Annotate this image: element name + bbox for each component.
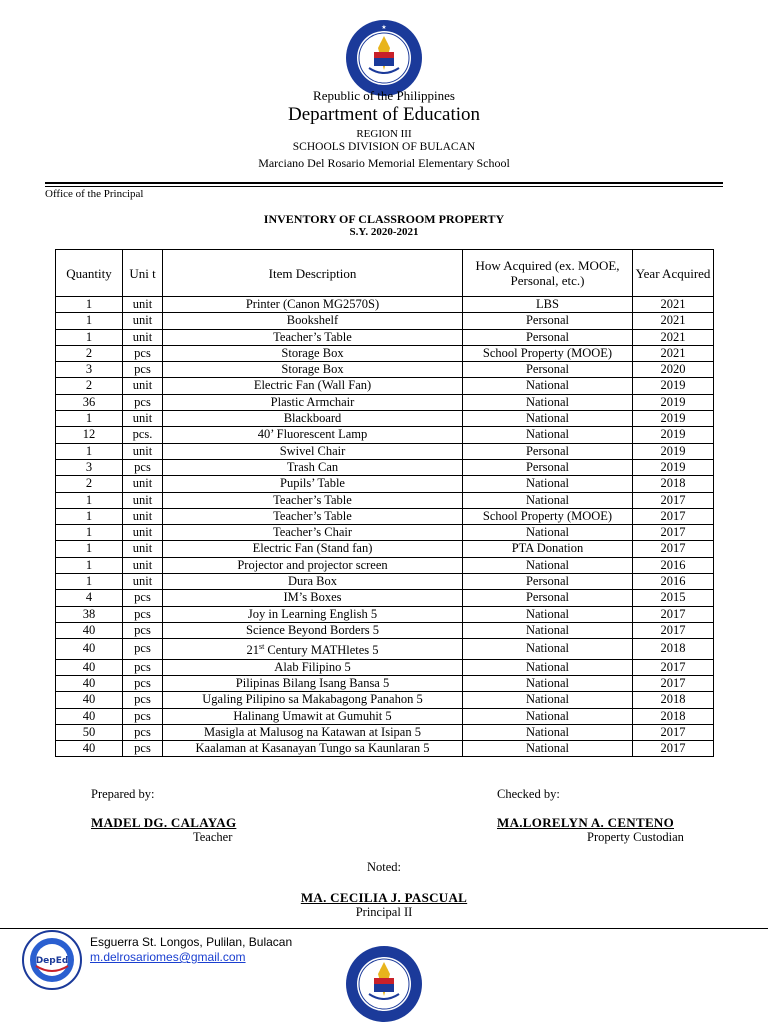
- table-row: [56, 443, 714, 459]
- table-row: [56, 557, 714, 573]
- how-acquired-cell: School Property (MOOE): [463, 508, 633, 524]
- document-title: INVENTORY OF CLASSROOM PROPERTY: [263, 212, 505, 226]
- quantity-cell: 2: [56, 378, 123, 394]
- how-acquired-cell: National: [463, 606, 633, 622]
- unit-cell: pcs: [123, 675, 163, 691]
- how-acquired-cell: Personal: [463, 329, 633, 345]
- unit-cell: unit: [123, 525, 163, 541]
- unit-cell: unit: [123, 541, 163, 557]
- checked-by-label: Checked by:: [497, 787, 560, 801]
- unit-cell: unit: [123, 378, 163, 394]
- quantity-cell: 4: [56, 590, 123, 606]
- how-acquired-cell: National: [463, 639, 633, 659]
- prepared-by-label: Prepared by:: [91, 787, 155, 801]
- year-acquired-cell: 2021: [633, 313, 714, 329]
- table-row: [56, 541, 714, 557]
- item-description-cell: Plastic Armchair: [163, 394, 463, 410]
- quantity-cell: 36: [56, 394, 123, 410]
- quantity-cell: 12: [56, 427, 123, 443]
- table-row: [56, 675, 714, 691]
- item-description-cell: Masigla at Malusog na Katawan at Isipan 5: [163, 724, 463, 740]
- unit-cell: pcs: [123, 394, 163, 410]
- school-logo-text: DepEd: [35, 956, 69, 966]
- year-acquired-cell: 2021: [633, 297, 714, 313]
- quantity-cell: 1: [56, 574, 123, 590]
- unit-cell: pcs.: [123, 427, 163, 443]
- year-acquired-cell: 2018: [633, 476, 714, 492]
- unit-cell: pcs: [123, 362, 163, 378]
- year-acquired-cell: 2018: [633, 708, 714, 724]
- year-acquired-cell: 2016: [633, 557, 714, 573]
- how-acquired-cell: National: [463, 708, 633, 724]
- inventory-table-body: [56, 297, 714, 757]
- quantity-cell: 40: [56, 659, 123, 675]
- col-header-quantity: Quantity: [56, 250, 123, 297]
- item-description-cell: 40’ Fluorescent Lamp: [163, 427, 463, 443]
- table-row: [56, 492, 714, 508]
- year-acquired-cell: 2016: [633, 574, 714, 590]
- table-row: [56, 692, 714, 708]
- table-row: [56, 459, 714, 475]
- table-row: [56, 525, 714, 541]
- item-description-cell: Storage Box: [163, 345, 463, 361]
- quantity-cell: 3: [56, 362, 123, 378]
- item-description-cell: Ugaling Pilipino sa Makabagong Panahon 5: [163, 692, 463, 708]
- item-description-cell: Teacher’s Table: [163, 508, 463, 524]
- unit-cell: pcs: [123, 639, 163, 659]
- division-heading: SCHOOLS DIVISION OF BULACAN: [292, 141, 476, 153]
- item-description-cell: Pupils’ Table: [163, 476, 463, 492]
- unit-cell: pcs: [123, 692, 163, 708]
- quantity-cell: 50: [56, 724, 123, 740]
- year-acquired-cell: 2018: [633, 639, 714, 659]
- how-acquired-cell: LBS: [463, 297, 633, 313]
- how-acquired-cell: National: [463, 724, 633, 740]
- svg-text:★: ★: [381, 24, 387, 31]
- year-acquired-cell: 2017: [633, 606, 714, 622]
- how-acquired-cell: School Property (MOOE): [463, 345, 633, 361]
- table-row: [56, 606, 714, 622]
- footer-divider: [0, 928, 768, 929]
- quantity-cell: 3: [56, 459, 123, 475]
- quantity-cell: 1: [56, 297, 123, 313]
- year-acquired-cell: 2017: [633, 675, 714, 691]
- noted-label: Noted:: [366, 860, 402, 874]
- table-row: [56, 508, 714, 524]
- item-description-cell: IM’s Boxes: [163, 590, 463, 606]
- year-acquired-cell: 2017: [633, 659, 714, 675]
- item-description-cell: Teacher’s Table: [163, 329, 463, 345]
- year-acquired-cell: 2019: [633, 411, 714, 427]
- unit-cell: pcs: [123, 459, 163, 475]
- school-logo: [22, 930, 82, 990]
- table-row: [56, 427, 714, 443]
- how-acquired-cell: National: [463, 378, 633, 394]
- how-acquired-cell: National: [463, 411, 633, 427]
- year-acquired-cell: 2017: [633, 541, 714, 557]
- unit-cell: unit: [123, 508, 163, 524]
- unit-cell: pcs: [123, 708, 163, 724]
- col-header-how-acquired: How Acquired (ex. MOOE, Personal, etc.): [463, 250, 633, 297]
- item-description-cell: Printer (Canon MG2570S): [163, 297, 463, 313]
- item-description-cell: 21st Century MATHletes 5: [163, 639, 463, 659]
- item-description-cell: Trash Can: [163, 459, 463, 475]
- quantity-cell: 1: [56, 329, 123, 345]
- table-row: [56, 378, 714, 394]
- unit-cell: unit: [123, 329, 163, 345]
- office-label: Office of the Principal: [45, 188, 144, 200]
- year-acquired-cell: 2017: [633, 724, 714, 740]
- inventory-table: [55, 249, 714, 757]
- how-acquired-cell: National: [463, 557, 633, 573]
- region-heading: REGION III: [356, 128, 412, 140]
- republic-heading: Republic of the Philippines: [313, 88, 455, 103]
- unit-cell: unit: [123, 297, 163, 313]
- how-acquired-cell: Personal: [463, 313, 633, 329]
- table-row: [56, 411, 714, 427]
- year-acquired-cell: 2019: [633, 378, 714, 394]
- deped-seal-top: [344, 18, 424, 98]
- col-header-unit: Uni t: [123, 250, 163, 297]
- prepared-by-role: Teacher: [193, 830, 233, 844]
- header-divider-thin: [45, 186, 723, 187]
- table-header-row: [56, 250, 714, 297]
- unit-cell: pcs: [123, 659, 163, 675]
- noted-name: MA. CECILIA J. PASCUAL: [300, 890, 468, 905]
- unit-cell: unit: [123, 443, 163, 459]
- unit-cell: unit: [123, 313, 163, 329]
- unit-cell: pcs: [123, 622, 163, 638]
- department-heading: Department of Education: [287, 104, 481, 125]
- quantity-cell: 40: [56, 741, 123, 757]
- year-acquired-cell: 2020: [633, 362, 714, 378]
- table-row: [56, 639, 714, 659]
- table-row: [56, 741, 714, 757]
- unit-cell: pcs: [123, 606, 163, 622]
- year-acquired-cell: 2019: [633, 394, 714, 410]
- how-acquired-cell: National: [463, 659, 633, 675]
- item-description-cell: Dura Box: [163, 574, 463, 590]
- item-description-cell: Science Beyond Borders 5: [163, 622, 463, 638]
- table-row: [56, 345, 714, 361]
- unit-cell: pcs: [123, 345, 163, 361]
- noted-role: Principal II: [355, 905, 413, 919]
- table-row: [56, 394, 714, 410]
- unit-cell: unit: [123, 557, 163, 573]
- col-header-year: Year Acquired: [633, 250, 714, 297]
- quantity-cell: 2: [56, 476, 123, 492]
- unit-cell: unit: [123, 476, 163, 492]
- table-row: [56, 622, 714, 638]
- year-acquired-cell: 2019: [633, 443, 714, 459]
- year-acquired-cell: 2019: [633, 427, 714, 443]
- quantity-cell: 40: [56, 622, 123, 638]
- item-description-cell: Joy in Learning English 5: [163, 606, 463, 622]
- item-description-cell: Pilipinas Bilang Isang Bansa 5: [163, 675, 463, 691]
- prepared-by-name: MADEL DG. CALAYAG: [91, 815, 237, 830]
- quantity-cell: 40: [56, 639, 123, 659]
- how-acquired-cell: National: [463, 525, 633, 541]
- table-row: [56, 329, 714, 345]
- school-year: S.Y. 2020-2021: [349, 226, 419, 238]
- how-acquired-cell: National: [463, 675, 633, 691]
- checked-by-role: Property Custodian: [587, 830, 684, 844]
- quantity-cell: 1: [56, 557, 123, 573]
- item-description-cell: Blackboard: [163, 411, 463, 427]
- year-acquired-cell: 2017: [633, 741, 714, 757]
- how-acquired-cell: Personal: [463, 574, 633, 590]
- year-acquired-cell: 2017: [633, 525, 714, 541]
- unit-cell: pcs: [123, 590, 163, 606]
- table-row: [56, 476, 714, 492]
- year-acquired-cell: 2015: [633, 590, 714, 606]
- quantity-cell: 40: [56, 708, 123, 724]
- table-row: [56, 659, 714, 675]
- quantity-cell: 2: [56, 345, 123, 361]
- how-acquired-cell: National: [463, 692, 633, 708]
- year-acquired-cell: 2021: [633, 345, 714, 361]
- footer-address: Esguerra St. Longos, Pulilan, Bulacan: [90, 935, 293, 949]
- how-acquired-cell: PTA Donation: [463, 541, 633, 557]
- school-heading: Marciano Del Rosario Memorial Elementary School: [258, 156, 510, 170]
- table-row: [56, 708, 714, 724]
- quantity-cell: 1: [56, 443, 123, 459]
- deped-seal-bottom: [344, 944, 424, 1024]
- how-acquired-cell: Personal: [463, 362, 633, 378]
- how-acquired-cell: National: [463, 492, 633, 508]
- year-acquired-cell: 2021: [633, 329, 714, 345]
- how-acquired-cell: Personal: [463, 459, 633, 475]
- item-description-cell: Bookshelf: [163, 313, 463, 329]
- year-acquired-cell: 2017: [633, 492, 714, 508]
- item-description-cell: Halinang Umawit at Gumuhit 5: [163, 708, 463, 724]
- table-row: [56, 313, 714, 329]
- item-description-cell: Electric Fan (Stand fan): [163, 541, 463, 557]
- table-row: [56, 724, 714, 740]
- col-header-item: Item Description: [163, 250, 463, 297]
- how-acquired-cell: Personal: [463, 443, 633, 459]
- how-acquired-cell: Personal: [463, 590, 633, 606]
- how-acquired-cell: National: [463, 741, 633, 757]
- table-row: [56, 297, 714, 313]
- quantity-cell: 1: [56, 313, 123, 329]
- item-description-cell: Kaalaman at Kasanayan Tungo sa Kaunlaran 5: [163, 741, 463, 757]
- item-description-cell: Electric Fan (Wall Fan): [163, 378, 463, 394]
- table-row: [56, 362, 714, 378]
- year-acquired-cell: 2018: [633, 692, 714, 708]
- quantity-cell: 38: [56, 606, 123, 622]
- year-acquired-cell: 2019: [633, 459, 714, 475]
- quantity-cell: 1: [56, 541, 123, 557]
- table-row: [56, 590, 714, 606]
- checked-by-name: MA.LORELYN A. CENTENO: [497, 815, 675, 830]
- quantity-cell: 1: [56, 525, 123, 541]
- quantity-cell: 40: [56, 675, 123, 691]
- how-acquired-cell: National: [463, 476, 633, 492]
- item-description-cell: Teacher’s Chair: [163, 525, 463, 541]
- how-acquired-cell: National: [463, 427, 633, 443]
- quantity-cell: 1: [56, 411, 123, 427]
- unit-cell: unit: [123, 492, 163, 508]
- item-description-cell: Swivel Chair: [163, 443, 463, 459]
- item-description-cell: Storage Box: [163, 362, 463, 378]
- year-acquired-cell: 2017: [633, 622, 714, 638]
- year-acquired-cell: 2017: [633, 508, 714, 524]
- unit-cell: unit: [123, 411, 163, 427]
- footer-email-link[interactable]: m.delrosariomes@gmail.com: [90, 950, 246, 964]
- item-description-cell: Teacher’s Table: [163, 492, 463, 508]
- table-row: [56, 574, 714, 590]
- item-description-cell: Projector and projector screen: [163, 557, 463, 573]
- how-acquired-cell: National: [463, 394, 633, 410]
- how-acquired-cell: National: [463, 622, 633, 638]
- quantity-cell: 40: [56, 692, 123, 708]
- unit-cell: pcs: [123, 724, 163, 740]
- unit-cell: pcs: [123, 741, 163, 757]
- quantity-cell: 1: [56, 508, 123, 524]
- item-description-cell: Alab Filipino 5: [163, 659, 463, 675]
- header-divider-thick: [45, 182, 723, 184]
- unit-cell: unit: [123, 574, 163, 590]
- quantity-cell: 1: [56, 492, 123, 508]
